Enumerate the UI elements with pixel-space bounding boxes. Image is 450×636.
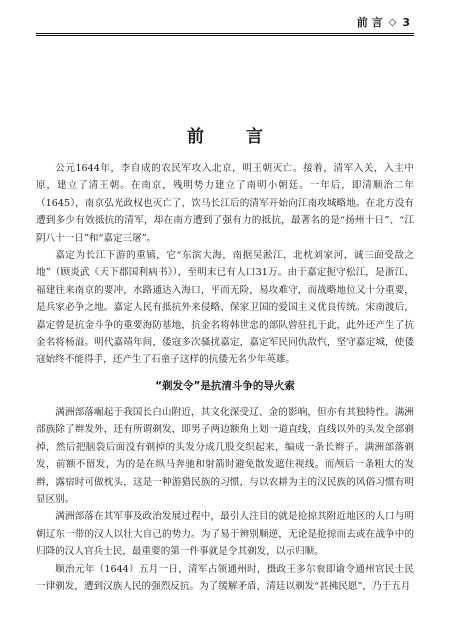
intro-text-block: [36, 160, 414, 369]
running-header-section: 前 言: [356, 16, 383, 29]
diamond-icon: ◇: [388, 16, 397, 28]
section-heading: “剃发令”是抗清斗争的导火索: [155, 380, 295, 392]
paragraph: 嘉定为长江下游的重镇，它“东滨大海，南据吴淞江，北枕刘家河，诚三面受敌之地”（顾炎武《天下郡国利病书》），至明末已有人口31万。由于嘉定扼守松江，是浙江、福建往来南京的要冲，水路通达入海口，平而无险，易攻难守，而战略地位又十分重要，是兵家必争之地。嘉定人民有抵抗外来侵略、保家卫国的爱国主义优良传统。宋南渡后，嘉定曾是抗金斗争的重要海防基地，抗金名将韩世忠的部队曾驻扎于此，此外还产生了抗金名将杨溢。明代嘉靖年间，倭寇多次骚扰嘉定，嘉定军民同仇敌忾，坚守嘉定城，使倭寇始终不能得手，还产生了石童子这样的抗倭无名少年英雄。: [36, 250, 414, 366]
paragraph: 满洲部落崛起于我国长白山附近，其文化深受辽、金的影响，但亦有其独特性。满洲部族除了辫发外，还有所谓剃发，即男子两边额角上划一道直线，直线以外的头发全部剃掉，然后把脑袋后面没有剃掉的头发分成几股交织起来，编成一条长辫子。满洲部落剃发，前额不留发，为的是在纵马奔驰和射箭时避免散发遮住视线。而颅后一条粗大的发辫，露宿时可做枕头，这是一种游猎民族的习惯，与以农耕为主的汉民族的风俗习惯有明显区别。: [36, 407, 414, 506]
chapter-title: 前 言: [187, 127, 281, 147]
header-rule: [36, 33, 414, 34]
paragraph: 公元1644年，李自成的农民军攻入北京，明王朝灭亡。接着，清军入关，入主中原，建立了清王朝。在南京，残明势力建立了南明小朝廷。一年后，即清顺治二年（1645），南京弘光政权也灭亡了，饮马长江后的清军开始向江南攻城略地。在北方没有遭到多少有效抵抗的清军，却在南方遭到了强有力的抵抗，最著名的是“扬州十日”、“江阴八十一日”和“嘉定三屠”。: [36, 163, 414, 244]
page-number: 3: [402, 15, 410, 29]
running-header: [357, 14, 410, 30]
header-rule-secondary: [36, 35, 414, 36]
paragraph: 满洲部落在其军事及政治发展过程中，最引人注目的就是抢掠其附近地区的人口与明朝辽东一带的汉人以壮大自己的势力。为了易于辨别顺逆，无论是抢掠而去或在战争中的归降的汉人官兵士民，最重要的第一件事就是令其剃发，以示归顺。: [36, 511, 414, 558]
section-text-block: [36, 404, 414, 595]
paragraph: 顺治元年（1644）五月一日，清军占领通州时，摄政王多尔衮即谕令通州官民士民一律剃发，遭到汉族人民的强烈反抗。为了缓解矛盾，清廷以剃发“甚拂民愿”，乃于五月: [36, 563, 414, 593]
